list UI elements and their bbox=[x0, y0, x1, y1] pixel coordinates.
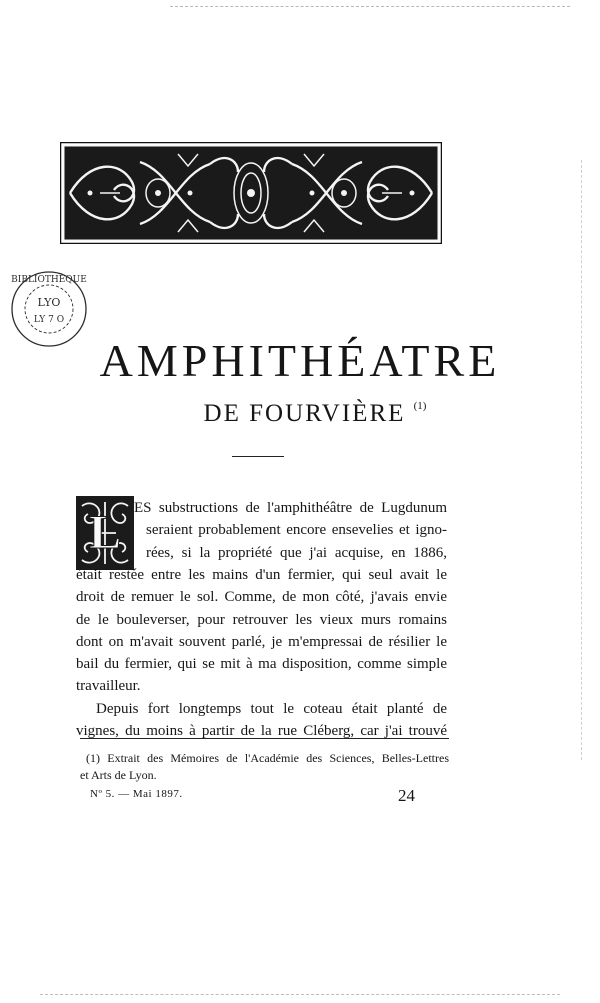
footnote-rule bbox=[80, 738, 449, 739]
printer-signature: Nº 5. — Mai 1897. bbox=[90, 788, 183, 800]
body-line: travailleur. bbox=[76, 678, 141, 694]
page-title: AMPHITHÉATRE bbox=[99, 335, 501, 386]
stamp-line-1: LYO bbox=[37, 296, 61, 309]
dropcap-ornament bbox=[76, 496, 134, 570]
stamp-text: BIBLIOTHÈQUE bbox=[11, 275, 87, 285]
body-line: dont on m'avait souvent parlé, je m'empressai de résilier le bbox=[76, 634, 447, 650]
body-line: seraient probablement encore ensevelies et igno- bbox=[146, 522, 447, 538]
body-line: ES substructions de l'amphithéâtre de Lugdunum bbox=[134, 500, 447, 516]
page-edge-bottom bbox=[40, 994, 560, 995]
footnote-ref: (1) bbox=[413, 400, 427, 412]
body-line: droit de remuer le sol. Comme, de mon côté, j'avais envie bbox=[76, 589, 447, 605]
body-line: bail du fermier, qui se mit à ma disposition, comme simple bbox=[76, 656, 447, 672]
page-edge-right bbox=[581, 160, 582, 760]
page-subtitle bbox=[0, 400, 600, 428]
body-line: vignes, du moins à partir de la rue Cléberg, car j'ai trouvé bbox=[76, 723, 447, 739]
page-edge-top bbox=[170, 6, 570, 7]
body-line: rées, si la propriété que j'ai acquise, en 1886, bbox=[146, 545, 447, 561]
stamp-line-2: LY 7 O bbox=[33, 315, 65, 325]
subtitle-text: DE FOURVIÈRE bbox=[203, 400, 406, 427]
body-line: Depuis fort longtemps tout le coteau était planté de bbox=[96, 701, 447, 717]
body-line: de le bouleverser, pour retrouver les vieux murs romains bbox=[76, 612, 447, 628]
title-rule bbox=[232, 456, 284, 457]
page-number: 24 bbox=[398, 786, 415, 805]
footnote-line: et Arts de Lyon. bbox=[80, 768, 157, 782]
ornament-header-band bbox=[60, 142, 442, 244]
dropcap-letter: L bbox=[88, 506, 122, 559]
body-line: était restée entre les mains d'un fermier, qui seul avait le bbox=[76, 567, 447, 583]
footnote-line: (1) Extrait des Mémoires de l'Académie des Sciences, Belles-Lettres bbox=[86, 751, 449, 765]
